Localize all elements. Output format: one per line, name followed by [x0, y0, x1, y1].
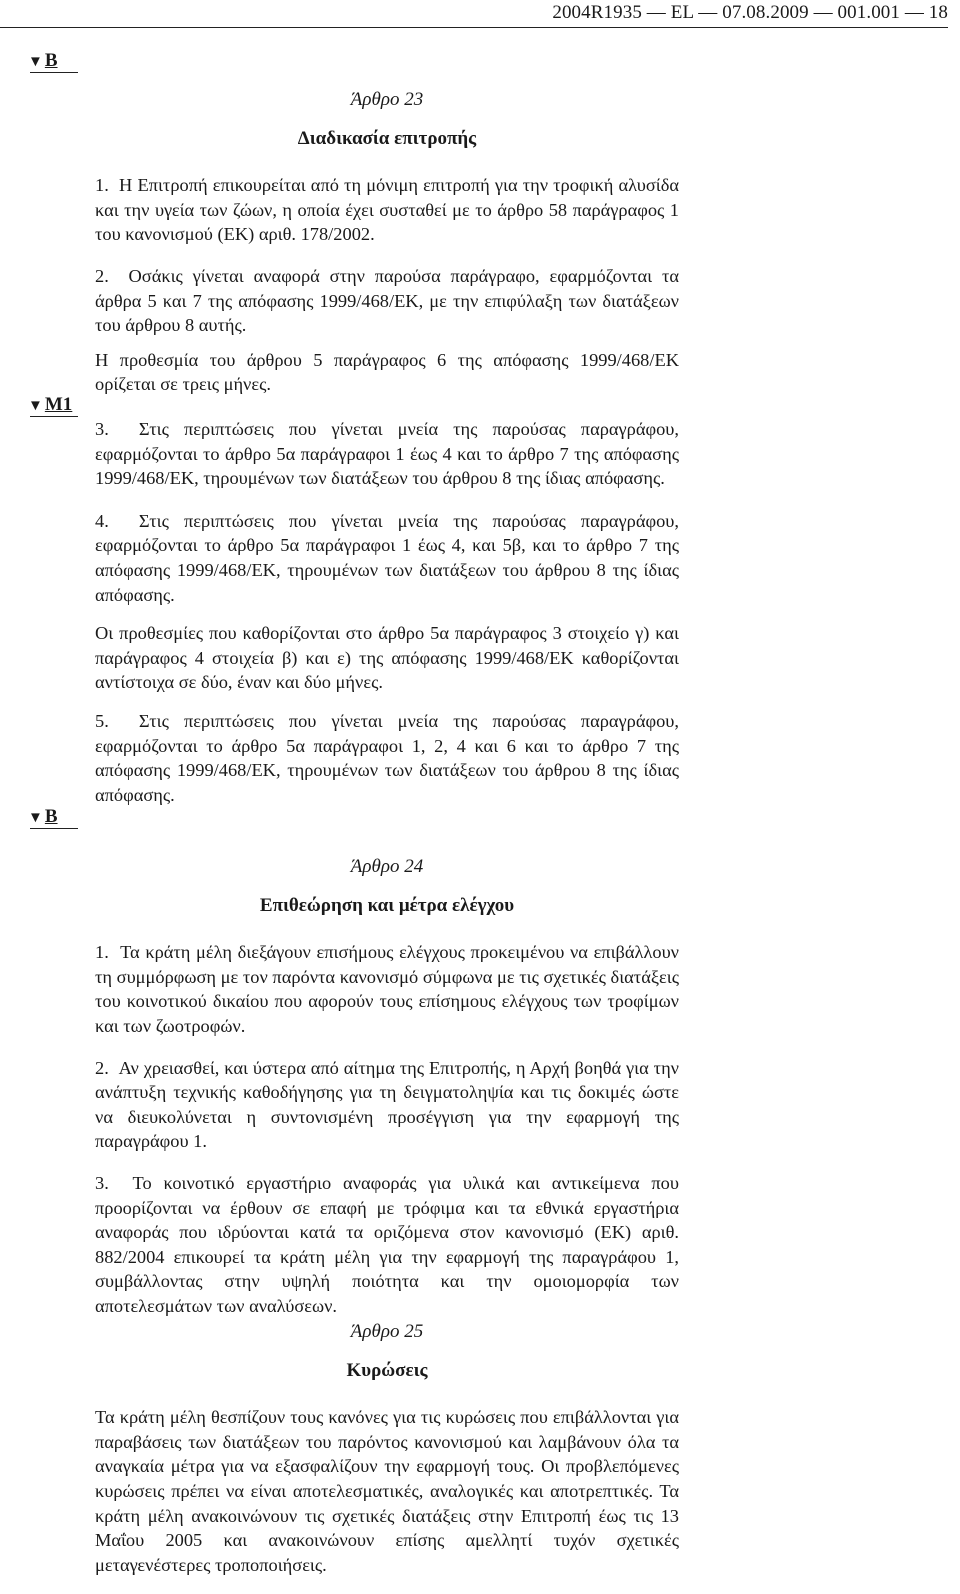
triangle-down-icon: ▼ — [28, 398, 43, 414]
article-25 — [95, 1320, 679, 1594]
marker-b-top-line — [30, 72, 78, 73]
marker-b-bottom: ▼ B — [28, 806, 58, 827]
paragraph: 1. Τα κράτη μέλη διεξάγουν επισήμους ελέγχους προκειμένου να επιβάλλουν τη συμμόρφωση με τον παρόντα κανονισμό σύμφωνα με τις σχετικές διατάξεις του κοινοτικού δικαίου που αφορούν τους επίσημους ελέγχους των τροφίμων και των ζωοτροφών. — [95, 942, 679, 1036]
paragraph: 4. Στις περιπτώσεις που γίνεται μνεία της παρούσας παραγράφου, εφαρμόζονται το άρθρο 5α παράγραφοι 1 έως 4, και 5β, και το άρθρο 7 της απόφασης 1999/468/ΕΚ, τηρουμένων των διατάξεων του άρθρου 8 της ίδιας απόφασης. — [95, 510, 679, 605]
paragraph: Τα κράτη μέλη θεσπίζουν τους κανόνες για τις κυρώσεις που επιβάλλονται για παραβάσεις των διατάξεων του παρόντος κανονισμού και λαμβάνουν όλα τα αναγκαία μέτρα για να εξασφαλίζουν την εφαρμογή τους. Οι προβλεπόμενες κυρώσεις πρέπει να είναι αποτελεσματικές, αναλογικές και αποτρεπτικές. Τα κράτη μέλη ανακοινώνουν τις σχετικές διατάξεις στην Επιτροπή έως τις 13 Μαΐου 2005 και ανακοινώνουν επίσης αμελλητί τυχόν σχετικές μεταγενέστερες τροποποιήσεις. — [95, 1407, 679, 1575]
paragraph: Η προθεσμία του άρθρου 5 παράγραφος 6 της απόφασης 1999/468/ΕΚ ορίζεται σε τρεις μήνες. — [95, 349, 679, 395]
paragraph: 3. Στις περιπτώσεις που γίνεται μνεία της παρούσας παραγράφου, εφαρμόζονται το άρθρο 5α παράγραφοι 1 έως 4 και το άρθρο 7 της απόφασης 1999/468/ΕΚ, τηρουμένων των διατάξεων του άρθρου 8 της ίδιας απόφασης. — [95, 419, 679, 489]
article-number: Άρθρο 25 — [350, 1321, 424, 1342]
paragraph: 1. Η Επιτροπή επικουρείται από τη μόνιμη επιτροπή για την τροφική αλυσίδα και την υγεία των ζώων, η οποία έχει συσταθεί με το άρθρο 58 παράγραφος 1 του κανονισμού (ΕΚ) αριθ. 178/2002. — [95, 175, 679, 245]
article-number: Άρθρο 24 — [350, 856, 424, 877]
article-23-amended — [95, 417, 679, 824]
triangle-down-icon: ▼ — [28, 810, 43, 826]
marker-m1: ▼ M1 — [28, 394, 73, 415]
article-title: Κυρώσεις — [346, 1359, 428, 1381]
paragraph: 2. Οσάκις γίνεται αναφορά στην παρούσα παράγραφο, εφαρμόζονται τα άρθρα 5 και 7 της απόφασης 1999/468/ΕΚ, με την επιφύλαξη των διατάξεων του άρθρου 8 αυτής. — [95, 265, 679, 336]
marker-b-top: ▼ B — [28, 50, 58, 71]
article-23 — [95, 88, 679, 414]
triangle-down-icon: ▼ — [28, 54, 43, 70]
article-title: Επιθεώρηση και μέτρα ελέγχου — [259, 894, 515, 916]
article-number: Άρθρο 23 — [350, 89, 424, 110]
article-title: Διαδικασία επιτροπής — [297, 127, 477, 149]
article-24 — [95, 855, 679, 1336]
marker-m1-line — [30, 416, 78, 417]
paragraph: 2. Αν χρειασθεί, και ύστερα από αίτημα της Επιτροπής, η Αρχή βοηθά για την ανάπτυξη τεχνικής καθοδήγησης για τη δειγματοληψία και τις δοκιμές ώστε να διευκολύνεται η συντονισμένη προσέγγιση για την εφαρμογή της παραγράφου 1. — [95, 1057, 679, 1152]
marker-b-bottom-line — [30, 828, 78, 829]
paragraph: 5. Στις περιπτώσεις που γίνεται μνεία της παρούσας παραγράφου, εφαρμόζονται το άρθρο 5α παράγραφοι 1, 2, 4 και 6 και το άρθρο 7 της απόφασης 1999/468/ΕΚ, τηρουμένων των διατάξεων του άρθρου 8 της ίδιας απόφασης. — [95, 710, 679, 805]
paragraph: 3. Το κοινοτικό εργαστήριο αναφοράς για υλικά και αντικείμενα που προορίζονται να έρθουν σε επαφή με τρόφιμα και τα εθνικά εργαστήρια αναφοράς που ιδρύονται κατά τα οριζόμενα στον κανονισμό (ΕΚ) αριθ. 882/2004 επικουρεί τα κράτη μέλη για την εφαρμογή της παραγράφου 1, συμβάλλοντας στην υψηλή ποιότητα και την ομοιομορφία των αποτελεσμάτων των αναλύσεων. — [95, 1172, 679, 1316]
document-header: 2004R1935 — EL — 07.08.2009 — 001.001 — 18 — [0, 2, 948, 28]
paragraph: Οι προθεσμίες που καθορίζονται στο άρθρο 5α παράγραφος 3 στοιχείο γ) και παράγραφος 4 στοιχεία β) και ε) της απόφασης 1999/468/ΕΚ καθορίζονται αντίστοιχα σε δύο, έναν και δύο μήνες. — [95, 623, 679, 693]
